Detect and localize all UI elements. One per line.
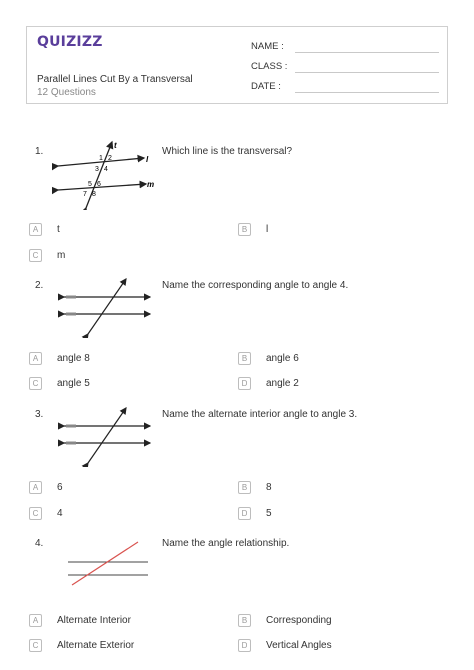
option-letter: B (238, 481, 251, 494)
angle-relationship-diagram (62, 538, 152, 588)
option-letter: C (29, 377, 42, 390)
question-number: 1. (35, 146, 44, 157)
label-m: m (147, 180, 155, 189)
option-label: Vertical Angles (266, 640, 332, 651)
option-label: l (266, 224, 269, 235)
option-letter: D (238, 507, 251, 520)
option-label: Corresponding (266, 615, 332, 626)
option-letter: B (238, 223, 251, 236)
line-transversal (88, 408, 126, 463)
option-label: Alternate Exterior (57, 640, 135, 651)
option-letter: C (29, 249, 42, 262)
option-label: angle 8 (57, 353, 90, 364)
question-count: 12 Questions (37, 87, 96, 98)
angle-label-1: 1 (99, 155, 103, 162)
option-label: t (57, 224, 60, 235)
worksheet-header (26, 26, 448, 104)
date-line (295, 92, 439, 93)
transversal-diagram (58, 405, 156, 467)
option-label: 5 (266, 508, 272, 519)
option-letter: B (238, 614, 251, 627)
question-number: 3. (35, 409, 44, 420)
question-number: 2. (35, 280, 44, 291)
option-letter: A (29, 352, 42, 365)
option-label: 6 (57, 482, 63, 493)
option-label: angle 5 (57, 378, 90, 389)
angle-label-4: 4 (104, 166, 108, 173)
date-label: DATE : (251, 81, 281, 92)
angle-label-3: 3 (95, 166, 99, 173)
class-field[interactable] (251, 61, 287, 72)
option-label: Alternate Interior (57, 615, 131, 626)
option-letter: B (238, 352, 251, 365)
option-letter: A (29, 481, 42, 494)
angle-label-7: 7 (83, 191, 87, 198)
angle-label-5: 5 (88, 181, 92, 188)
angle-label-8: 8 (92, 191, 96, 198)
class-line (295, 72, 439, 73)
line-transversal (72, 542, 138, 585)
quizizz-logo: QUIZIZZ (37, 34, 103, 50)
line-transversal (88, 279, 126, 334)
name-field[interactable] (251, 41, 284, 52)
option-label: angle 6 (266, 353, 299, 364)
name-line (295, 52, 439, 53)
option-letter: A (29, 223, 42, 236)
question-number: 4. (35, 538, 44, 549)
worksheet-title: Parallel Lines Cut By a Transversal (37, 74, 193, 85)
question-text: Name the alternate interior angle to angle 3. (162, 409, 358, 420)
class-label: CLASS : (251, 61, 288, 72)
option-letter: C (29, 507, 42, 520)
line-t (86, 142, 112, 208)
question-text: Which line is the transversal? (162, 146, 293, 157)
question-text: Name the angle relationship. (162, 538, 290, 549)
label-t: t (114, 141, 117, 150)
option-label: m (57, 250, 66, 261)
option-label: angle 2 (266, 378, 299, 389)
transversal-diagram (58, 276, 156, 338)
option-label: 8 (266, 482, 272, 493)
line-m (58, 184, 146, 190)
transversal-diagram (52, 138, 162, 210)
option-letter: C (29, 639, 42, 652)
question-text: Name the corresponding angle to angle 4. (162, 280, 349, 291)
option-label: 4 (57, 508, 63, 519)
angle-label-6: 6 (97, 181, 101, 188)
name-label: NAME : (251, 41, 284, 52)
option-letter: A (29, 614, 42, 627)
option-letter: D (238, 377, 251, 390)
label-l: l (146, 155, 149, 164)
option-letter: D (238, 639, 251, 652)
angle-label-2: 2 (108, 155, 112, 162)
date-field[interactable] (251, 81, 281, 92)
